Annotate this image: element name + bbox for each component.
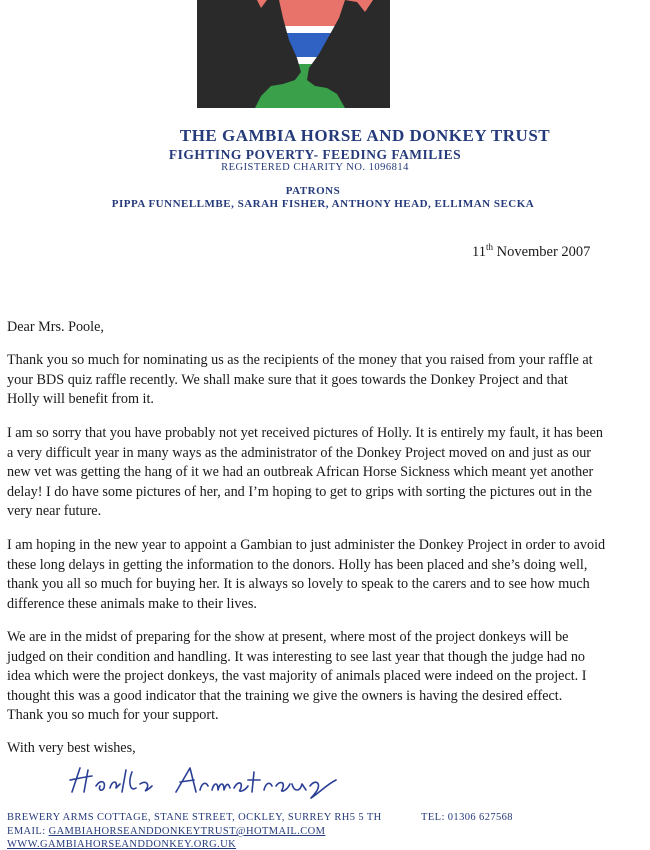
trust-logo (197, 0, 390, 108)
paragraph-2 (7, 424, 647, 522)
line: these long delays in getting the information to the donors. Holly has been placed and she’s doing well, (7, 556, 588, 573)
tagline: FIGHTING POVERTY- FEEDING FAMILIES (168, 147, 462, 162)
line: delay! I do have some pictures of her, and I’m hoping to get to grips with sorting the pictures out in the (7, 483, 592, 500)
footer-email-label: EMAIL: (7, 826, 49, 837)
patrons-list: PIPPA FUNNELLMBE, SARAH FISHER, ANTHONY HEAD, ELLIMAN SECKA (111, 198, 535, 210)
salutation: Dear Mrs. Poole, (7, 319, 104, 335)
line: very near future. (7, 503, 102, 519)
date-day: 11 (472, 244, 486, 260)
line: I am hoping in the new year to appoint a Gambian to just administer the Donkey Project in order to avoid (7, 537, 606, 553)
paragraph-3 (7, 536, 647, 614)
handwritten-signature (66, 762, 338, 802)
footer-email-link[interactable]: GAMBIAHORSEANDDONKEYTRUST@HOTMAIL.COM (48, 826, 326, 837)
line: thought this was a good indicator that the training we give the owners is having the desired effect. (7, 687, 563, 704)
line: judged on their condition and handling. It was interesting to see last year that though the judge had no (7, 648, 586, 665)
paragraph-4 (7, 628, 647, 706)
line: Holly will benefit from it. (7, 391, 154, 407)
line: thank you all so much for buying her. It is always so lovely to speak to the carers and to see how much (7, 576, 590, 592)
line: Thank you so much for nominating us as the recipients of the money that you raised from your raffle at (7, 352, 593, 368)
line: We are in the midst of preparing for the show at present, where most of the project donkeys will be (7, 629, 569, 645)
footer-address: BREWERY ARMS COTTAGE, STANE STREET, OCKLEY, SURREY RH5 5 TH (7, 812, 382, 823)
footer-website (7, 839, 236, 850)
paragraph-1 (7, 351, 647, 410)
letter-date (472, 244, 590, 261)
line: I am so sorry that you have probably not yet received pictures of Holly. It is entirely my fault, it has been (7, 425, 603, 441)
charity-number: REGISTERED CHARITY NO. 1096814 (221, 162, 409, 173)
footer-telephone: TEL: 01306 627568 (421, 812, 513, 823)
line: a very difficult year in many ways as the administrator of the Donkey Project moved on and just as our (7, 444, 592, 461)
date-rest: November 2007 (492, 244, 591, 260)
line: idea which were the project donkeys, the vast majority of animals placed were indeed on the project. I (7, 668, 587, 684)
footer-website-link[interactable]: WWW.GAMBIAHORSEANDDONKEY.ORG.UK (7, 839, 237, 850)
line: Thank you so much for your support. (7, 707, 219, 723)
patrons-label: PATRONS (285, 185, 341, 197)
footer-address-line (7, 812, 647, 823)
line: difference these animals make to their lives. (7, 595, 257, 612)
paragraph-5 (7, 706, 647, 726)
footer-email-line (7, 826, 325, 837)
closing: With very best wishes, (7, 740, 136, 756)
organisation-name: THE GAMBIA HORSE AND DONKEY TRUST (179, 126, 551, 145)
date-suffix: th (485, 242, 493, 253)
line: new vet was getting the hang of it we had an outbreak African Horse Sickness which meant yet another (7, 464, 594, 480)
line: your BDS quiz raffle recently. We shall make sure that it goes towards the Donkey Project and that (7, 371, 568, 388)
